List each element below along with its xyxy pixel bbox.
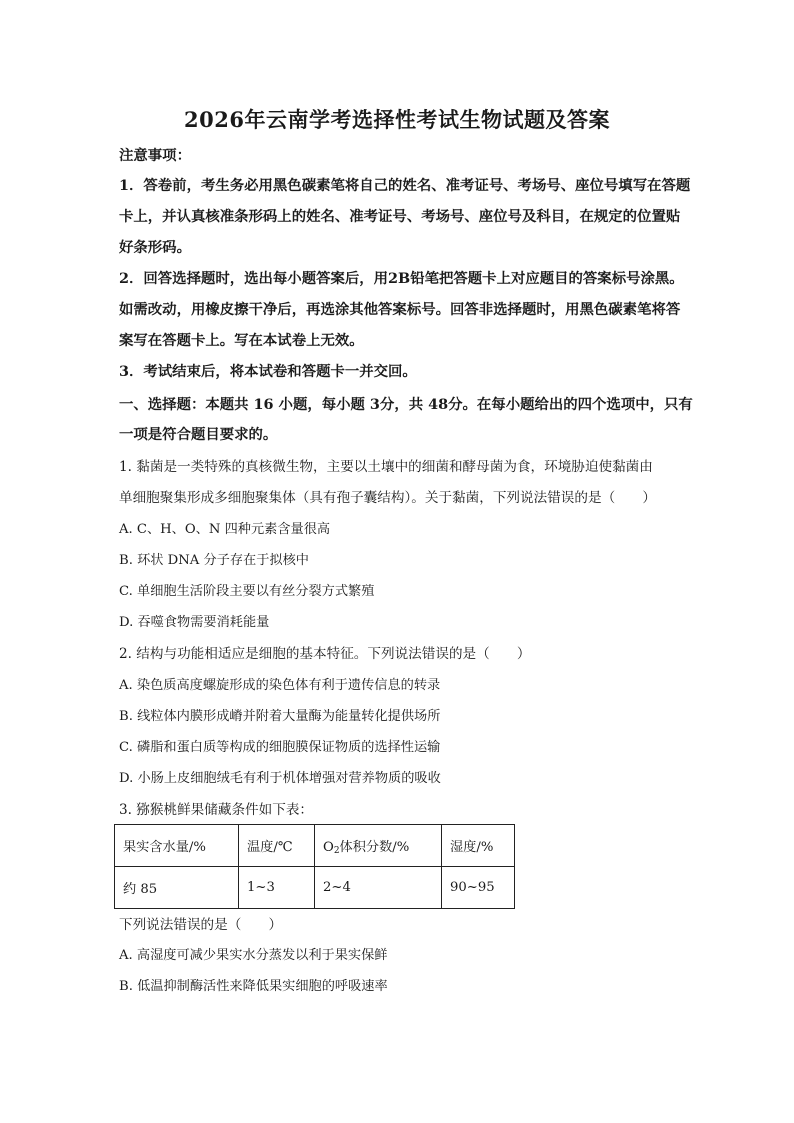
notice-line: 卡上，并认真核准条形码上的姓名、准考证号、考场号、座位号及科目，在规定的位置贴 [119,208,681,225]
table-header-row [115,825,515,867]
question-3-stem: 3. 猕猴桃鲜果储藏条件如下表： [119,802,314,818]
notice-line: 如需改动，用橡皮擦干净后，再选涂其他答案标号。回答非选择题时，用黑色碳素笔将答 [119,301,681,318]
table-row [115,867,515,909]
notice-line: 2．回答选择题时，选出每小题答案后，用2B铅笔把答题卡上对应题目的答案标号涂黑。 [119,270,684,287]
question-3-option-b: B. 低温抑制酶活性来降低果实细胞的呼吸速率 [119,979,388,994]
cell-temperature: 1~3 [239,867,315,909]
page-title: 2026年云南学考选择性考试生物试题及答案 [184,107,610,132]
question-1-option-c: C. 单细胞生活阶段主要以有丝分裂方式繁殖 [119,584,375,599]
header-temperature: 温度/℃ [239,825,315,867]
question-1-option-a: A. C、H、O、N 四种元素含量很高 [119,522,331,537]
question-2-option-b: B. 线粒体内膜形成嵴并附着大量酶为能量转化提供场所 [119,709,441,724]
question-2-option-a: A. 染色质高度螺旋形成的染色体有利于遗传信息的转录 [119,678,441,693]
header-humidity: 湿度/% [442,825,515,867]
question-1-option-b: B. 环状 DNA 分子存在于拟核中 [119,553,309,568]
question-2-option-d: D. 小肠上皮细胞绒毛有利于机体增强对营养物质的吸收 [119,771,441,786]
o2-symbol: O [323,839,334,855]
question-3-question: 下列说法错误的是（ ） [119,917,283,933]
question-3-option-a: A. 高湿度可减少果实水分蒸发以利于果实保鲜 [119,948,388,963]
section-heading: 一、选择题：本题共 16 小题，每小题 3分，共 48分。在每小题给出的四个选项中，只有 [119,396,693,413]
notice-line: 好条形码。 [119,239,191,256]
cell-humidity: 90~95 [442,867,515,909]
notice-heading: 注意事项： [119,147,191,164]
question-1-stem: 1. 黏菌是一类特殊的真核微生物，主要以土壤中的细菌和酵母菌为食，环境胁迫使黏菌由 [119,459,653,475]
question-1-option-d: D. 吞噬食物需要消耗能量 [119,615,270,630]
question-2-stem: 2. 结构与功能相适应是细胞的基本特征。下列说法错误的是（ ） [119,646,531,662]
notice-line: 1．答卷前，考生务必用黑色碳素笔将自己的姓名、准考证号、考场号、座位号填写在答题 [119,177,691,194]
o2-header-label: 体积分数/% [339,839,410,855]
header-o2-fraction [315,825,442,867]
question-1-stem-cont: 单细胞聚集形成多细胞聚集体（具有孢子囊结构）。关于黏菌，下列说法错误的是（ ） [119,490,656,506]
notice-line: 案写在答题卡上。写在本试卷上无效。 [119,332,364,349]
storage-conditions-table [114,824,515,909]
cell-water-content: 约 85 [115,867,239,909]
header-water-content: 果实含水量/% [115,825,239,867]
question-2-option-c: C. 磷脂和蛋白质等构成的细胞膜保证物质的选择性运输 [119,740,441,755]
notice-line: 3．考试结束后，将本试卷和答题卡一并交回。 [119,363,417,380]
o2-subscript: 2 [333,845,340,856]
section-heading-cont: 一项是符合题目要求的。 [119,426,278,443]
cell-o2-fraction: 2~4 [315,867,442,909]
